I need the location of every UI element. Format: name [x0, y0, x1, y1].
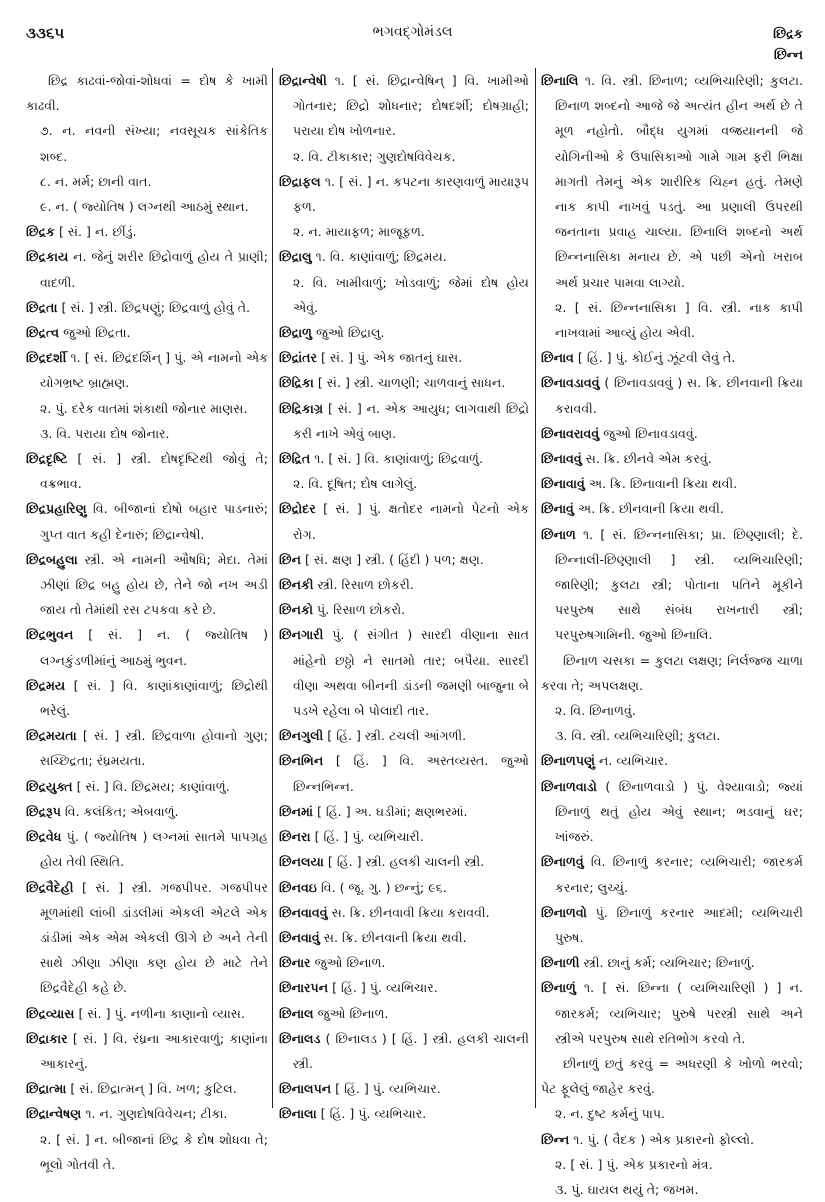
dictionary-entry: [541, 748, 803, 773]
dictionary-entry: [541, 522, 803, 648]
definition-text: [ હિં. ] પું. કોઈનું ઝૂંટવી લેવું તે.: [577, 350, 736, 366]
dictionary-entry: [26, 295, 268, 320]
definition-text: ૧. [ સં. છિદ્રદર્શિન્ ] પું. એ નામનો એક યોગભ્રષ્ટ બ્રાહ્મણ.: [40, 350, 268, 391]
sub-sense: [26, 1127, 268, 1177]
definition-text: જુઓ છિનાળ.: [314, 955, 386, 971]
sub-sense: [541, 698, 803, 723]
definition-text: સ્ત્રી. રિસાળ છોકરી.: [317, 577, 414, 593]
definition-text: સ. ક્રિ. છીનવે એમ કરવું.: [585, 451, 712, 467]
definition-text: વિ. છિનાળું કરનાર; વ્યભિચારી; જારકર્મ કરનાર; લુચ્ચું.: [555, 854, 803, 895]
definition-text: [ હિં. ] પું. વ્યભિચાર.: [320, 1106, 427, 1122]
definition-text: ૭. ન. નવની સંખ્યા; નવસૂચક સાંકેતિક શબ્દ.: [40, 123, 268, 164]
definition-text: [ સં. ] સ્ત્રી. છિદ્રવાળા હોવાનો ગુણ; સચ્છિદ્રતા; રંધ્રમયતા.: [40, 728, 268, 769]
definition-text: વિ. બીજાનાં દોષો બહાર પાડનારું; ગુપ્ત વાત કહી દેનારું; છિદ્રાન્વેષી.: [40, 501, 268, 542]
column-3: [541, 68, 803, 1202]
headword: છિનાર: [279, 955, 311, 971]
headword: છિદ્રોદર: [279, 501, 316, 517]
headword: છિનાલિ: [541, 73, 579, 88]
headword: છિનરા: [279, 829, 311, 845]
definition-text: પું. ( જ્યોતિષ ) લગ્નમાં સાતમે પાપગ્રહ હોય તેવી સ્થિતિ.: [40, 829, 268, 870]
sub-sense: [279, 144, 529, 169]
idiom-example: [26, 68, 268, 118]
dictionary-entry: [279, 169, 529, 219]
definition-text: છીનાળું છતું કરવું = અધરણી કે ખોળો ભરવો; પેટ ફૂલેલું જાહેર કરવું.: [541, 1055, 803, 1097]
headword: છિનાળ: [541, 526, 576, 542]
headword: છિદ્રપ્રહારિણુ: [26, 501, 87, 517]
definition-text: ૨. પું. દરેક વાતમાં શંકાથી જોનાર માણસ.: [40, 400, 248, 416]
definition-text: ૨. [ સં. છિન્નનાસિકા ] વિ. સ્ત્રી. નાક કાપી નાખવામાં આવ્યું હોય એવી.: [555, 299, 803, 341]
sub-sense: [279, 471, 529, 496]
definition-text: ૨. [ સં. ] પું. એક પ્રકારનો મંત્ર.: [555, 1156, 713, 1172]
headword: છિદ્રવૈદેહી: [26, 879, 74, 895]
headword: છિદ્રતા: [26, 299, 58, 315]
definition-text: જુઓ છિદ્રાલુ.: [315, 325, 385, 341]
definition-text: પું. છિનાળું કરનાર આદમી; વ્યભિચારી પુરુષ.: [555, 904, 803, 945]
definition-text: [ સં. ] વિ. કાણાંકાણાંવાળું; છિદ્રોથી ભરેલું.: [40, 677, 268, 719]
definition-text: ૧. પું. ( વૈદક ) એક પ્રકારનો ફોલ્લો.: [573, 1131, 755, 1147]
page-number: ૩૩૬૫: [26, 24, 65, 42]
definition-text: ૧. [ સં. ] ન. કપટના કારણવાળું માયારૂપ ફળ.: [293, 173, 529, 215]
dictionary-entry: [541, 774, 803, 850]
definition-text: [ સં. ] ન. ( જ્યોતિષ ) લગ્નકુંડળીમાંનું આઠમું ભુવન.: [40, 627, 268, 668]
definition-text: [ હિં. ] સ્ત્રી. હલકી ચાલની સ્ત્રી.: [327, 854, 485, 870]
definition-text: અ. ક્રિ. છિનાવાની ક્રિયા થવી.: [588, 476, 738, 492]
headword: છિનાવ: [541, 350, 574, 366]
definition-text: છિદ્ર કાઢવાં-જોવાં-શોધવાં = દોષ કે ખામી કાઢવી.: [26, 73, 268, 114]
definition-text: [ હિં. ] વિ. અસ્તવ્યસ્ત. જુઓ છિન્નભિન્ન.: [293, 753, 529, 794]
definition-text: સ્ત્રી. છાનું કર્મ; વ્યભિચાર; છિનાળું.: [583, 955, 755, 971]
headword: છિદ્રભુવન: [26, 627, 74, 643]
headword: છિનાલા: [279, 1106, 317, 1122]
dictionary-entry: [279, 622, 529, 723]
dictionary-entry: [279, 572, 529, 597]
dictionary-entry: [26, 774, 268, 799]
headword: છિદ્રમયતા: [26, 728, 77, 744]
dictionary-entry: [26, 345, 268, 395]
headword: છિદ્રાત્મા: [26, 1081, 67, 1097]
dictionary-entry: [279, 900, 529, 925]
definition-text: ૨. ન. દુષ્ટ કર્મનું પાપ.: [555, 1106, 666, 1122]
dictionary-entry: [279, 446, 529, 471]
definition-text: [ સં. ] સ્ત્રી. ગજપીપર. ગજપીપર મૂળમાંથી લાંબી ડાંડલીમાં એકલી એટલે એક ડાંડીમાં એક એમ એકલી ઊગે છે અને તેની સાથે ઝીણા ઝીણા કણ હોય છે માટે તેને છિદ્રવૈદેહી કહે છે.: [40, 879, 268, 996]
definition-text: પું. રિસાળ છોકરો.: [317, 602, 406, 618]
headword: છિનાળપણું: [541, 753, 596, 769]
dictionary-entry: [26, 244, 268, 294]
dictionary-entry: [279, 799, 529, 824]
sub-sense: [26, 421, 268, 446]
definition-text: [ સં. ] પું. ક્ષતોદર નામનો પેટનો એક રોગ.: [293, 501, 529, 542]
dictionary-entry: [279, 370, 529, 395]
dictionary-entry: [279, 824, 529, 849]
headword: છિનાલપન: [279, 1081, 332, 1097]
dictionary-entry: [26, 799, 268, 824]
dictionary-entry: [279, 1026, 529, 1076]
column-2: [279, 68, 529, 1127]
definition-text: ૮. ન. મર્મ; છાની વાત.: [40, 173, 152, 189]
definition-text: છિનાળ ચસકા = કુલટા લક્ષણ; નિર્લજ્જ ચાળા કરવા તે; અપલક્ષણ.: [541, 652, 803, 693]
definition-text: સ. ક્રિ. છીનવાવી ક્રિયા કરાવવી.: [331, 904, 490, 920]
headword: છિનલયા: [279, 854, 324, 870]
dictionary-entry: [26, 673, 268, 723]
headword: છિદ્રાકાર: [26, 1030, 68, 1046]
dictionary-entry: [279, 547, 529, 572]
headword: છિનાળું: [541, 980, 576, 996]
dictionary-entry: [279, 925, 529, 950]
dictionary-entry: [279, 320, 529, 345]
definition-text: પું. ( સંગીત ) સારદી વીણાના સાત માંહેનો છઠ્ઠો ને સાતમો તાર; બપૈયા. સારદી વીણા અથવા બીનની ડાંડની જમણી બાજુના બે પડખે રહેલા બે પોલાદી તાર.: [293, 627, 529, 719]
headword: છિદ્રદૃષ્ટિ: [26, 451, 68, 467]
dictionary-entry: [279, 975, 529, 1000]
dictionary-entry: [541, 496, 803, 521]
definition-text: [ હિં. ] અ. ઘડીમાં; ક્ષણભરમાં.: [316, 803, 468, 819]
sub-sense: [279, 219, 529, 244]
headword: છિનવાવવું: [279, 904, 328, 920]
definition-text: જુઓ છિદ્રતા.: [63, 325, 131, 341]
headword: છિદ્રાન્વેષી: [279, 73, 327, 88]
definition-text: ન. વ્યભિચાર.: [599, 753, 669, 769]
headword: છિદ્રાળુ: [279, 325, 312, 341]
dictionary-entry: [279, 950, 529, 975]
dictionary-entry: [26, 875, 268, 1001]
definition-text: [ સં. છિદ્રાત્મન્ ] વિ. ખળ; કુટિલ.: [70, 1081, 237, 1097]
definition-text: ૧. [ સં. ] વિ. કાણાંવાળું; છિદ્રવાળું.: [314, 451, 483, 467]
headword: છિન: [279, 551, 301, 567]
headword: છિદ્રત્વ: [26, 325, 60, 341]
headword: છિદ્રિત: [279, 451, 311, 467]
dictionary-entry: [26, 320, 268, 345]
definition-text: [ સં. ] સ્ત્રી. દોષદૃષ્ટિથી જોવું તે; વક્રભાવ.: [40, 451, 268, 492]
definition-text: ૧. [ સં. છિન્નનાસિકા; પ્રા. છિણ્ણાલી; દે. છિન્નાલી-છિણ્ણાલી ] સ્ત્રી. વ્યભિચારિણી; જારિણી; કુલટા સ્ત્રી; પોતાના પતિને મૂકીને પરપુરુષ સાથે સંબંધ રાખનારી સ્ત્રી; પરપુરુષગામિની. જુઓ છિનાલિ.: [555, 526, 803, 643]
headword: છિનાવવું: [541, 451, 582, 467]
dictionary-entry: [541, 900, 803, 950]
dictionary-entry: [279, 1076, 529, 1101]
definition-text: [ સં. ] વિ. રંધ્રના આકારવાળું; કાણાંના આકારનું.: [40, 1030, 268, 1071]
guide-words: [773, 24, 803, 66]
sub-sense: [26, 194, 268, 219]
dictionary-entry: [279, 875, 529, 900]
definition-text: [ સં. ] વિ. છિદ્રમય; કાણાંવાળું.: [76, 778, 230, 794]
idiom-example: [541, 1051, 803, 1101]
headword: છિદ્રવેધ: [26, 829, 62, 845]
headword: છિદ્રયુક્ત: [26, 778, 73, 794]
dictionary-entry: [26, 1001, 268, 1026]
sub-sense: [26, 396, 268, 421]
headword: છિન્ન: [541, 1131, 570, 1147]
dictionary-entry: [279, 849, 529, 874]
headword: છિનાલડ: [279, 1030, 321, 1046]
definition-text: ૨. ન. માયાફળ; માજૂફળ.: [293, 224, 425, 240]
headword: છિનવાવું: [279, 929, 320, 945]
dictionary-entry: [279, 1001, 529, 1026]
dictionary-entry: [26, 219, 268, 244]
definition-text: [ સં. ] પું. એક જાતનું ઘાસ.: [321, 350, 463, 366]
headword: છિનગુલી: [279, 728, 324, 744]
headword: છિદ્રાંતર: [279, 350, 317, 366]
headword: છિનાવરાવવું: [541, 425, 600, 441]
dictionary-entry: [279, 396, 529, 446]
dictionary-entry: [26, 723, 268, 773]
definition-text: [ હિં. ] પું. વ્યભિચાર.: [335, 1081, 441, 1097]
dictionary-entry: [541, 345, 803, 370]
definition-text: [ સં. ક્ષણ ] સ્ત્રી. ( હિંદી ) પળ; ક્ષણ.: [304, 551, 484, 567]
dictionary-entry: [541, 1127, 803, 1152]
definition-text: [ સં. ] ન. એક આયુધ; લાગવાથી છિદ્રો કરી નાખે એવું બાણ.: [293, 400, 529, 441]
definition-text: ( છિનાવડાવવું ) સ. ક્રિ. છીનવાની ક્રિયા કરાવવી.: [555, 375, 803, 416]
dictionary-entry: [541, 446, 803, 471]
dictionary-entry: [26, 1026, 268, 1076]
definition-text: વિ. ( જૂ. ગુ. ) છન્નું; ૯૬.: [320, 879, 447, 895]
dictionary-entry: [26, 824, 268, 874]
definition-text: ૩. પું. ઘાયલ થયું તે; જખમ.: [555, 1181, 699, 1197]
column-divider: [272, 68, 273, 1108]
dictionary-entry: [279, 597, 529, 622]
definition-text: વિ. કલંકિત; એબવાળું.: [64, 803, 179, 819]
headword: છિદ્રિકા: [279, 375, 314, 391]
definition-text: [ હિં. ] પું. વ્યભિચારી.: [314, 829, 424, 845]
headword: છિદ્રાલુ: [279, 249, 312, 265]
dictionary-entry: [541, 471, 803, 496]
dictionary-entry: [26, 1076, 268, 1101]
dictionary-entry: [541, 950, 803, 975]
headword: છિનવઇ: [279, 879, 317, 895]
headword: છિદ્રમય: [26, 677, 66, 693]
sub-sense: [541, 1177, 803, 1202]
headword: છિદ્રાન્વેષણ: [26, 1106, 82, 1122]
column-1: [26, 68, 268, 1177]
definition-text: ૨. વિ. દૂષિત; દોષ લાગેલું.: [293, 476, 418, 492]
sub-sense: [26, 118, 268, 168]
definition-text: સ્ત્રી. એ નામની ઔષધિ; મેદા. તેમાં ઝીણાં છિદ્ર બહુ હોય છે, તેને જો નખ અડી જાય તો તેમાંથી રસ ટપકવા કરે છે.: [40, 551, 268, 618]
sub-sense: [541, 295, 803, 345]
dictionary-entry: [26, 446, 268, 496]
book-title: ભગવદ્ગોમંડલ: [372, 24, 453, 40]
definition-text: [ સં. ] સ્ત્રી. છિદ્રપણું; છિદ્રવાળું હોવું તે.: [61, 299, 251, 315]
headword: છિનાળવો: [541, 904, 587, 920]
guide-word-last: છિન્ન: [773, 48, 803, 63]
headword: છિનાવું: [541, 501, 574, 517]
definition-text: અ. ક્રિ. છીનવાની ક્રિયા થવી.: [577, 501, 724, 517]
definition-text: ૧. ન. ગુણદોષવિવેચન; ટીકા.: [85, 1106, 228, 1122]
definition-text: [ સં. ] પું. નળીના કાણાનો વ્યાસ.: [78, 1005, 246, 1021]
definition-text: [ સં. ] ન. છીંડું.: [58, 224, 137, 240]
definition-text: ૧. વિ. સ્ત્રી. છિનાળ; વ્યભિચારિણી; કુલટા. છિનાળ શબ્દનો આજે જે અત્યંત હીન અર્થ છે તે મૂળ નહોતો. બૌદ્ધ યુગમાં વજ્રયાનની જે યોગિનીઓ કે ઉપાસિકાઓ ગામે ગામ ફરી ભિક્ષા માગતી તેમનું એક શારીરિક ચિહ્ન હતું. તેમણે નાક કાપી નાખવું પડતું. આ પ્રણાલી ઉપરથી જનતાના પ્રવાહ ચાલ્યા. છિનાલિ શબ્દનો અર્થ છિન્નનાસિકા મનાય છે. એ પછી એનો ખરાબ અર્થ પ્રચાર પામવા લાગ્યો.: [555, 73, 803, 290]
definition-text: [ હિં. ] પું. વ્યભિચાર.: [332, 980, 438, 996]
sub-sense: [541, 1152, 803, 1177]
headword: છિદ્રરૂપ: [26, 803, 61, 819]
dictionary-entry: [279, 723, 529, 748]
headword: છિદ્રવ્યાસ: [26, 1005, 75, 1021]
headword: છિનાવાવું: [541, 476, 585, 492]
definition-text: ૨. વિ. છિનાળવું.: [555, 703, 636, 719]
page-header: [0, 12, 825, 63]
headword: છિનાળી: [541, 955, 580, 971]
headword: છિનગારી: [279, 627, 324, 643]
definition-text: ૯. ન. ( જ્યોતિષ ) લગ્નથી આઠમું સ્થાન.: [40, 199, 249, 215]
dictionary-entry: [279, 496, 529, 546]
dictionary-entry: [26, 547, 268, 623]
idiom-example: [541, 648, 803, 698]
definition-text: ન. જેનું શરીર છિદ્રોવાળું હોય તે પ્રાણી; વાદળી.: [40, 249, 268, 290]
definition-text: ( છિનાળવાડો ) પું. વેશ્યાવાડો; જ્યાં છિનાળું થતું હોય એવું સ્થાન; ભડવાનું ઘર; ખાંજરું.: [555, 778, 803, 845]
definition-text: ૩. વિ. પરાયા દોષ જોનાર.: [40, 425, 170, 441]
headword: છિદ્રિકાગ્ર: [279, 400, 324, 416]
column-divider: [535, 68, 536, 1108]
dictionary-entry: [279, 345, 529, 370]
dictionary-entry: [541, 849, 803, 899]
headword: છિનાવડાવવું: [541, 375, 600, 391]
definition-text: ૩. વિ. સ્ત્રી. વ્યભિચારિણી; કુલટા.: [555, 728, 721, 744]
sub-sense: [26, 169, 268, 194]
definition-text: [ હિં. ] સ્ત્રી. ટચલી આંગળી.: [327, 728, 467, 744]
headword: છિદ્રદર્શી: [26, 350, 67, 366]
headword: છિદ્રક: [26, 224, 55, 240]
headword: છિનકો: [279, 602, 314, 618]
headword: છિનકી: [279, 577, 314, 593]
headword: છિનમાં: [279, 803, 313, 819]
headword: છિનાળવાડો: [541, 778, 597, 794]
headword: છિદ્રબહુલા: [26, 551, 78, 567]
dictionary-entry: [26, 622, 268, 672]
headword: છિનાલ: [279, 1005, 314, 1021]
dictionary-entry: [541, 370, 803, 420]
definition-text: ૨. [ સં. ] ન. બીજાનાં છિદ્ર કે દોષ શોધવા તે; ભૂલો ગોતવી તે.: [40, 1131, 268, 1172]
definition-text: ૧. વિ. કાણાંવાળું; છિદ્રમય.: [315, 249, 447, 265]
dictionary-entry: [541, 975, 803, 1051]
definition-text: ૧. [ સં. છિદ્રાન્વેષિન્ ] વિ. ખામીઓ ગોતનાર; છિદ્રો શોધનાર; દોષદર્શી; દોષગ્રાહી; પરાયા દોષ ખોળનાર.: [293, 73, 529, 139]
dictionary-entry: [541, 421, 803, 446]
sub-sense: [279, 270, 529, 320]
dictionary-entry: [279, 244, 529, 269]
guide-word-first: છિદ્રક: [773, 27, 803, 42]
definition-text: ૨. વિ. ટીકાકાર; ગુણદોષવિવેચક.: [293, 148, 456, 164]
dictionary-entry: [541, 68, 803, 295]
dictionary-entry: [279, 68, 529, 144]
dictionary-entry: [279, 748, 529, 798]
headword: છિનાળવું: [541, 854, 584, 870]
definition-text: સ. ક્રિ. છીનવાની ક્રિયા થવી.: [323, 929, 467, 945]
headword: છિનારપન: [279, 980, 329, 996]
definition-text: ૨. વિ. ખામીવાળું; ખોડવાળું; જેમાં દોષ હોય એવું.: [293, 274, 529, 315]
definition-text: [ સં. ] સ્ત્રી. ચાળણી; ચાળવાનું સાધન.: [317, 375, 506, 391]
dictionary-entry: [26, 496, 268, 546]
headword: છિનભિન: [279, 753, 324, 769]
definition-text: જુઓ છિનાળ.: [317, 1005, 389, 1021]
definition-text: ૧. [ સં. છિન્ના ( વ્યભિચારિણી ) ] ન. જારકર્મ; વ્યભિચાર; પુરુષે પરસ્ત્રી સાથે અને સ્ત્રીએ પરપુરુષ સાથે રતિભોગ કરવો તે.: [555, 980, 803, 1046]
definition-text: જુઓ છિનાવડાવવું.: [603, 425, 698, 441]
headword: છિદ્રકાય: [26, 249, 69, 265]
sub-sense: [541, 723, 803, 748]
headword: છિદ્રાફલ: [279, 173, 321, 189]
definition-text: ( છિનાલડ ) [ હિં. ] સ્ત્રી. હલકી ચાલની સ્ત્રી.: [293, 1030, 529, 1071]
